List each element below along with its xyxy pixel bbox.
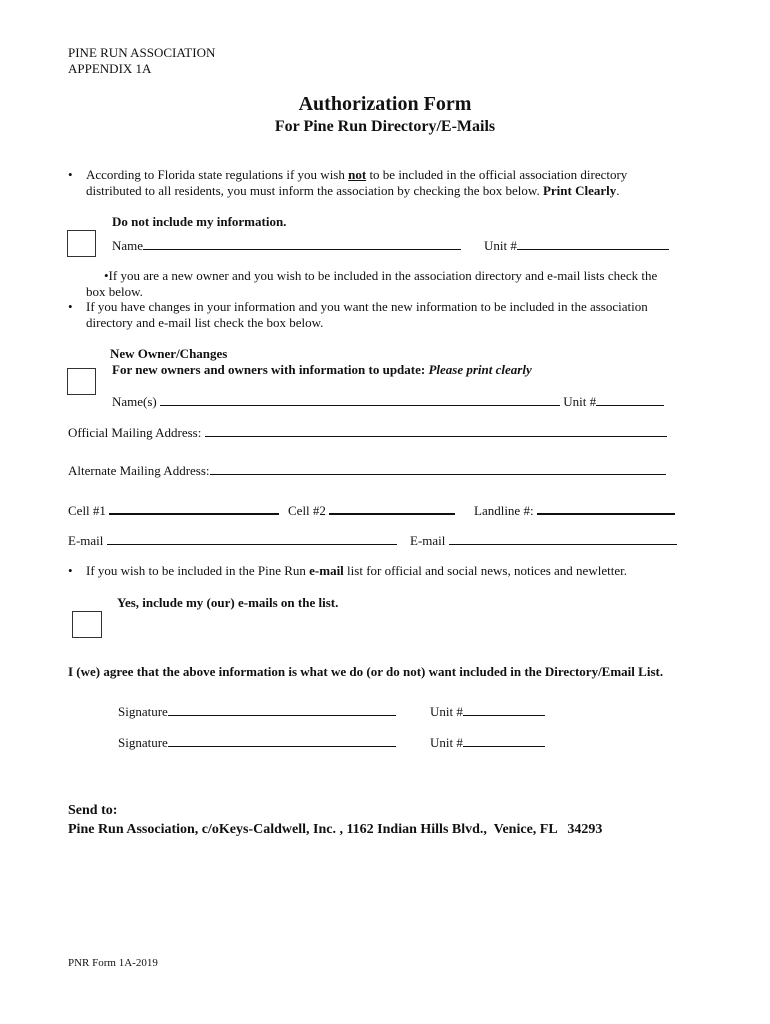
appendix-label: APPENDIX 1A	[68, 61, 152, 76]
email2-input[interactable]	[449, 532, 677, 545]
section1-text-not: not	[348, 167, 367, 182]
names-label: Name(s)	[112, 394, 157, 409]
section1-text-pre: According to Florida state regulations if you wish	[86, 167, 349, 182]
subheading-bold: For new owners and owners with information to update:	[112, 362, 429, 377]
signature-label: Signature	[118, 704, 168, 719]
section1-line2-pre: distributed to all residents, you must inform the association by checking the box below.	[86, 183, 543, 198]
landline-label: Landline #:	[474, 503, 534, 518]
section1-print-clearly: Print Clearly	[542, 183, 617, 198]
new-owner-checkbox[interactable]	[67, 368, 96, 395]
names-input[interactable]	[160, 393, 560, 406]
landline-input[interactable]	[537, 501, 675, 515]
section1-text-line1	[86, 167, 627, 183]
section3-text-pre: If you wish to be included in the Pine Run	[86, 563, 310, 578]
email2-label: E-mail	[410, 533, 446, 548]
signature-unit-field-1	[430, 703, 545, 720]
official-address-label: Official Mailing Address:	[68, 425, 202, 440]
section2-line1: •If you are a new owner and you wish to be included in the association directory and e-mail lists check the	[104, 268, 658, 283]
email1-input[interactable]	[107, 532, 397, 545]
do-not-include-heading: Do not include my information.	[112, 214, 287, 229]
include-emails-heading: Yes, include my (our) e-mails on the list.	[117, 595, 339, 610]
official-address-field	[68, 424, 667, 441]
bullet-1: •	[68, 167, 73, 182]
cell1-field	[68, 501, 279, 519]
do-not-include-checkbox[interactable]	[67, 230, 96, 257]
name-input[interactable]	[143, 237, 461, 250]
names-unit-label: Unit #	[563, 394, 597, 409]
email1-label: E-mail	[68, 533, 104, 548]
section3-text	[86, 563, 627, 579]
section1-text-post: to be included in the official association directory	[366, 167, 628, 182]
bullet-2: •	[68, 299, 73, 314]
section3-email-bold: e-mail	[309, 563, 344, 578]
section1-text-line2	[86, 183, 620, 199]
cell1-input[interactable]	[109, 501, 279, 515]
subheading-italic: Please print clearly	[428, 362, 532, 377]
signature-field-2	[118, 734, 396, 751]
send-to-label: Send to:	[68, 803, 118, 818]
section3-text-post: list for official and social news, notices and newletter.	[343, 563, 627, 578]
form-footer: PNR Form 1A-2019	[68, 957, 158, 969]
cell2-input[interactable]	[329, 501, 455, 515]
official-address-input[interactable]	[205, 424, 667, 437]
section2-line2: box below.	[86, 284, 143, 299]
new-owner-subheading	[112, 362, 532, 378]
cell1-label: Cell #1	[68, 503, 106, 518]
signature-unit-label: Unit #	[430, 735, 463, 750]
email2-field	[410, 532, 677, 549]
section2-line3: If you have changes in your information and you want the new information to be included in the association	[86, 299, 648, 314]
signature-input[interactable]	[168, 703, 396, 716]
section1-name-field	[112, 237, 461, 254]
alternate-address-input[interactable]	[210, 462, 666, 475]
names-field	[112, 393, 664, 410]
cell2-label: Cell #2	[288, 503, 326, 518]
signature-unit-label: Unit #	[430, 704, 463, 719]
alternate-address-field	[68, 462, 666, 479]
send-to-address: Pine Run Association, c/oKeys-Caldwell, Inc. , 1162 Indian Hills Blvd., Venice, FL 34293	[68, 822, 603, 837]
agreement-text: I (we) agree that the above information is what we do (or do not) want included in the Directory/Email List.	[68, 664, 664, 679]
bullet-3: •	[68, 563, 73, 578]
alternate-address-label: Alternate Mailing Address:	[68, 463, 210, 478]
landline-field	[474, 501, 675, 519]
section2-line4: directory and e-mail list check the box below.	[86, 315, 324, 330]
signature-input[interactable]	[168, 734, 396, 747]
signature-unit-field-2	[430, 734, 545, 751]
new-owner-heading: New Owner/Changes	[110, 346, 228, 361]
include-emails-checkbox[interactable]	[72, 611, 102, 638]
email1-field	[68, 532, 397, 549]
section1-line2-end: .	[616, 183, 620, 198]
unit-label: Unit #	[484, 238, 517, 253]
cell2-field	[288, 501, 455, 519]
signature-unit-input[interactable]	[463, 703, 545, 716]
org-name: PINE RUN ASSOCIATION	[68, 45, 216, 60]
signature-label: Signature	[118, 735, 168, 750]
names-unit-input[interactable]	[596, 393, 664, 406]
signature-unit-input[interactable]	[463, 734, 545, 747]
form-title: Authorization Form	[298, 93, 472, 115]
signature-field-1	[118, 703, 396, 720]
unit-input[interactable]	[517, 237, 669, 250]
section1-unit-field	[484, 237, 669, 254]
name-label: Name	[112, 238, 144, 253]
form-subtitle: For Pine Run Directory/E-Mails	[274, 118, 496, 135]
